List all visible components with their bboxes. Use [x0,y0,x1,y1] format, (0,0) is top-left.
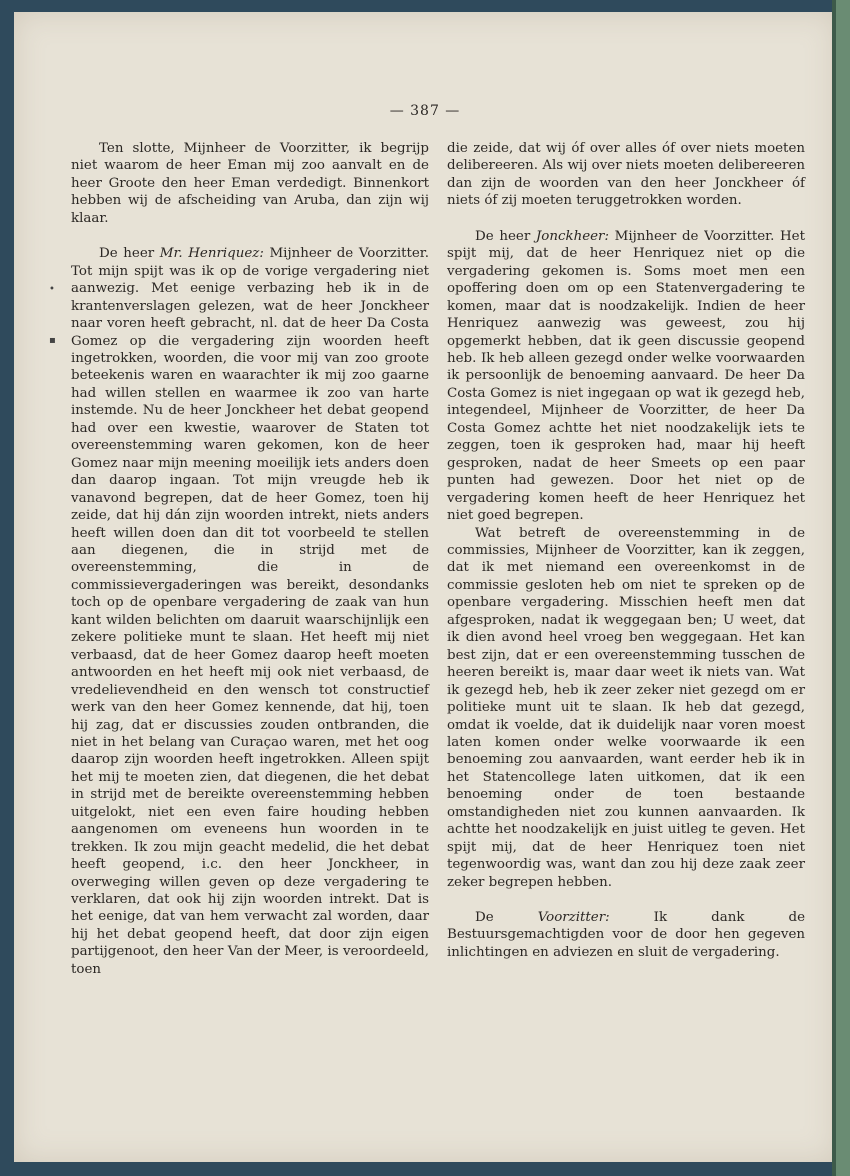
margin-mark: • [49,284,55,295]
document-page [14,12,836,1162]
paragraph [447,228,805,525]
speaker-name: Jonckheer: [535,228,609,244]
paragraph [447,525,805,892]
paragraph-text: Wat betreft de overeenstemming in de commissies, Mijnheer de Voorzitter, kan ik zeggen, dat ik met niemand een overeenkomst in de commissie gesloten heb om niet te spreken op de openbare vergadering. Misschien heeft men dat afgesproken, nadat ik weggegaan ben; U weet, dat ik dien avond heel vroeg ben weggegaan. Het kan best zijn, dat er een overeenstemming tusschen de heeren bereikt is, maar daar weet ik niets van. Wat ik gezegd heb, heb ik zeer zeker niet gezegd om er politieke munt uit te slaan. Ik heb dat gezegd, omdat ik voelde, dat ik duidelijk naar voren moest laten komen onder welke voorwaarde ik een benoeming zou aanvaarden, want eerder heb ik in het Statencollege laten uitkomen, dat ik een benoeming onder de toen bestaande omstandigheden niet zou kunnen aanvaarden. Ik achtte het noodzakelijk en juist uitleg te geven. Het spijt mij, dat de heer Henriquez toen niet tegenwoordig was, want dan zou hij deze zaak zeer zeker begrepen hebben. [447,525,805,890]
margin-mark: ▪ [49,335,56,346]
page-number: — 387 — [389,103,461,119]
speaker-name: Voorzitter: [537,910,610,926]
right-column [447,140,805,961]
paragraph [71,245,429,978]
paragraph-lead: De heer [475,228,536,244]
paragraph-lead: De heer [99,246,160,262]
paragraph-text: Mijnheer de Voorzitter. Tot mijn spijt was ik op de vorige vergadering niet aanwezig. Met eenige verbazing heb ik in de krantenverslagen gelezen, wat de heer Jonckheer naar voren heeft gebracht, nl. dat de heer Da Costa Gomez op die vergadering zijn woorden heeft ingetrokken, woorden, die voor mij van zoo groote beteekenis waren en waarachter ik mij zoo gaarne had willen stellen en waarmee ik zoo van harte instemde. Nu de heer Jonckheer het debat geopend had over een kwestie, waarover de Staten tot overeenstemming waren gekomen, kon de heer Gomez naar mijn meening moeilijk iets anders doen dan daarop ingaan. Tot mijn vreugde heb ik vanavond begrepen, dat de heer Gomez, toen hij zeide, dat hij dán zijn woorden intrekt, niets anders heeft willen doen dan dit tot voorbeeld te stellen aan diegenen, die in strijd met de overeenstemming, die in de commissievergaderingen was bereikt, desondanks toch op de openbare vergadering de zaak van hun kant wilden belichten om daaruit waarschijnlijk een zekere politieke munt te slaan. Het heeft mij niet verbaasd, dat de heer Gomez daarop heeft moeten antwoorden en het heeft mij ook niet verbaasd, de vredelievendheid en den wensch tot constructief werk van den heer Gomez kennende, dat hij, toen hij zag, dat er discussies zouden ontbranden, die niet in het belang van Curaçao waren, met het oog daarop zijn woorden heeft ingetrokken. Alleen spijt het mij te moeten zien, dat diegenen, die het debat in strijd met de bereikte overeenstemming hebben uitgelokt, niet een even faire houding hebben aangenomen om eveneens hun woorden in te trekken. Ik zou mijn geacht medelid, die het debat heeft geopend, i.c. den heer Jonckheer, in overweging willen geven op deze vergadering te verklaren, dat ook hij zijn woorden intrekt. Dat is het eenige, dat van hem verwacht zal worden, daar hij het debat geopend heeft, dat door zijn eigen partijgenoot, den heer Van der Meer, is veroordeeld, toen [71,246,429,977]
paragraph [447,909,805,961]
paragraph [71,140,429,227]
left-column [71,140,429,978]
speaker-name: Mr. Henriquez: [159,246,264,262]
paragraph-text: Ik dank de Bestuursgemachtigden voor de door hen gegeven inlichtingen en adviezen en sluit de vergadering. [447,910,805,960]
paragraph-text: Mijnheer de Voorzitter. Het spijt mij, dat de heer Henriquez niet op die vergadering gekomen is. Soms moet men een opoffering doen om op een Statenvergadering te komen, maar dat is noodzakelijk. Indien de heer Henriquez aanwezig was geweest, zou hij opgemerkt hebben, dat ik geen discussie geopend heb. Ik heb alleen gezegd onder welke voorwaarden ik persoonlijk de benoeming aanvaard. De heer Da Costa Gomez is niet ingegaan op wat ik gezegd heb, integendeel, Mijnheer de Voorzitter, de heer Da Costa Gomez achtte het niet noodzakelijk iets te zeggen, toen ik gesproken had, maar hij heeft gesproken, nadat de heer Smeets op een paar punten had gewezen. Door het niet op de vergadering komen heeft de heer Henriquez het niet goed begrepen. [447,228,805,524]
paragraph-text: die zeide, dat wij óf over alles óf over niets moeten delibereeren. Als wij over niets moeten delibereeren dan zijn de woorden van den heer Jonckheer óf niets óf zij moeten teruggetrokken worden. [447,141,805,209]
scan-edge-strip [836,0,850,1176]
paragraph-lead: De [475,910,538,926]
paragraph [447,140,805,210]
paragraph-text: Ten slotte, Mijnheer de Voorzitter, ik begrijp niet waarom de heer Eman mij zoo aanvalt en de heer Groote den heer Eman verdedigt. Binnenkort hebben wij de afscheiding van Aruba, dan zijn wij klaar. [71,141,429,226]
